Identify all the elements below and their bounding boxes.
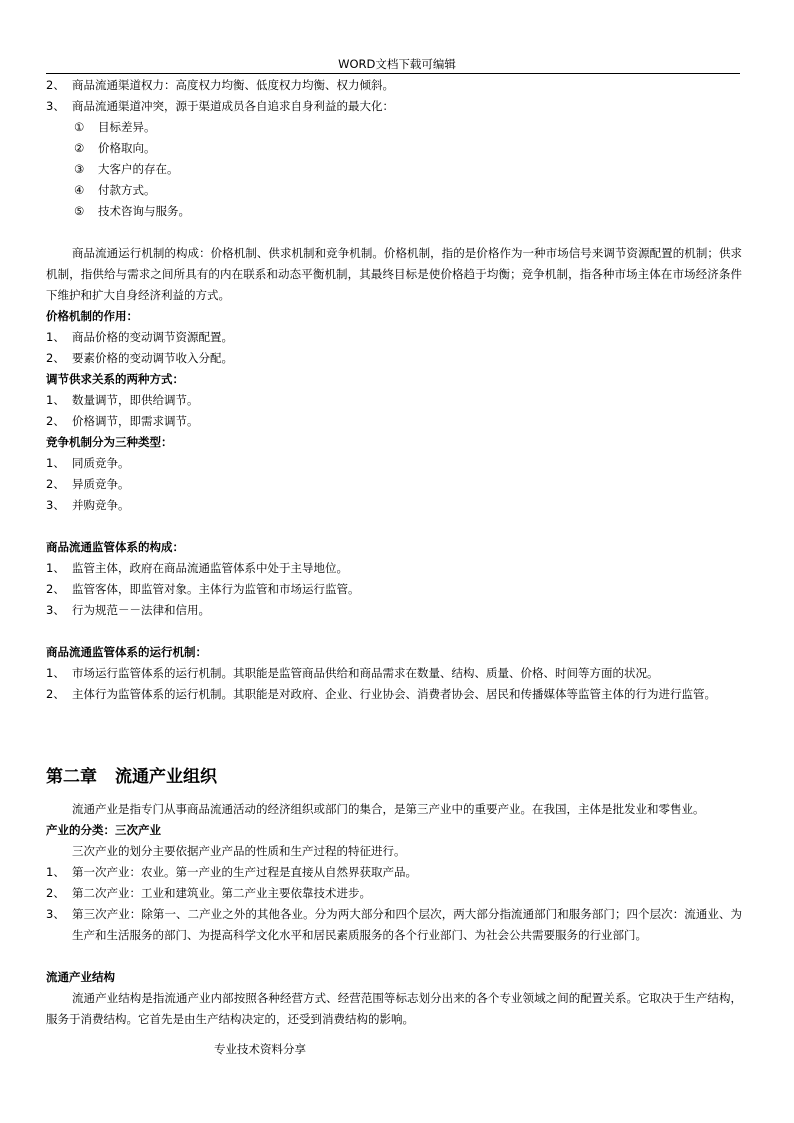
- list-text: 监管主体，政府在商品流通监管体系中处于主导地位。: [72, 561, 348, 575]
- list-text: 数量调节，即供给调节。: [72, 393, 199, 407]
- list-number: 2、: [46, 351, 65, 365]
- circled-number: ④: [74, 183, 85, 197]
- document-body: [46, 75, 742, 1030]
- list-item: [46, 883, 742, 904]
- section-heading: 调节供求关系的两种方式：: [46, 372, 184, 386]
- chapter-intro: 流通产业是指专门从事商品流通活动的经济组织或部门的集合，是第三产业中的重要产业。在我国，主体是批发业和零售业。: [72, 802, 705, 816]
- list-item: [46, 96, 742, 117]
- list-text: 要素价格的变动调节收入分配。: [72, 351, 233, 365]
- sub-list-item: [46, 201, 742, 222]
- sub-list-text: 价格取向。: [98, 141, 156, 155]
- list-item: [46, 390, 742, 411]
- spacer: [46, 621, 742, 642]
- list-number: 3、: [46, 603, 65, 617]
- sub-list-item: [46, 180, 742, 201]
- list-item: [46, 600, 742, 621]
- list-number: 2、: [46, 886, 65, 900]
- list-number: 2、: [46, 687, 65, 701]
- sub-list-item: [46, 159, 742, 180]
- sub-list-item: [46, 117, 742, 138]
- page-footer: 专业技术资料分享: [214, 1042, 306, 1056]
- list-item: [46, 474, 742, 495]
- list-item: [46, 327, 742, 348]
- list-item: [46, 579, 742, 600]
- spacer: [46, 516, 742, 537]
- list-text: 主体行为监管体系的运行机制。其职能是对政府、企业、行业协会、消费者协会、居民和传播媒体等监管主体的行为进行监管。: [72, 687, 716, 701]
- structure-paragraph: 流通产业结构是指流通产业内部按照各种经营方式、经营范围等标志划分出来的各个专业领域之间的配置关系。它取决于生产结构，服务于消费结构。它首先是由生产结构决定的，还受到消费结构的影响。: [46, 991, 742, 1026]
- list-number: 2、: [46, 477, 65, 491]
- section-heading: 竞争机制分为三种类型：: [46, 435, 173, 449]
- list-number: 1、: [46, 666, 65, 680]
- circled-number: ①: [74, 120, 85, 134]
- list-text: 商品流通渠道冲突，源于渠道成员各自追求自身利益的最大化：: [72, 99, 394, 113]
- circled-number: ②: [74, 141, 85, 155]
- list-item: [46, 495, 742, 516]
- chapter-title: 流通产业组织: [115, 767, 217, 787]
- mechanism-paragraph: 商品流通运行机制的构成：价格机制、供求机制和竞争机制。价格机制，指的是价格作为一种市场信号来调节资源配置的机制；供求机制，指供给与需求之间所具有的内在联系和动态平衡机制，其最终目标是使价格趋于均衡；竞争机制，指各种市场主体在市场经济条件下维护和扩大自身经济利益的方式。: [46, 246, 742, 302]
- list-number: 1、: [46, 456, 65, 470]
- sub-list-text: 大客户的存在。: [98, 162, 179, 176]
- list-text: 商品价格的变动调节资源配置。: [72, 330, 233, 344]
- list-number: 1、: [46, 865, 65, 879]
- section-heading: 商品流通监管体系的运行机制：: [46, 645, 207, 659]
- spacer: [46, 726, 742, 747]
- list-text: 第一次产业：农业。第一产业的生产过程是直接从自然界获取产品。: [72, 865, 417, 879]
- list-item: [46, 862, 742, 883]
- section-heading: 价格机制的作用：: [46, 309, 138, 323]
- list-number: 2、: [46, 582, 65, 596]
- circled-number: ⑤: [74, 204, 85, 218]
- list-item: [46, 684, 742, 705]
- section-heading: 流通产业结构: [46, 970, 115, 984]
- spacer: [46, 705, 742, 726]
- page-header: WORD文档下载可编辑: [338, 57, 456, 71]
- circled-number: ③: [74, 162, 85, 176]
- list-item: [46, 558, 742, 579]
- list-number: 1、: [46, 330, 65, 344]
- list-text: 第三次产业：除第一、二产业之外的其他各业。分为两大部分和四个层次，两大部分指流通部门和服务部门；四个层次：流通业、为生产和生活服务的部门、为提高科学文化水平和居民素质服务的各个行业部门、为社会公共需要服务的行业部门。: [72, 907, 742, 942]
- list-number: 1、: [46, 393, 65, 407]
- spacer: [46, 946, 742, 967]
- chapter-heading: [46, 755, 742, 799]
- list-text: 价格调节，即需求调节。: [72, 414, 199, 428]
- list-item: [46, 75, 742, 96]
- list-item: [46, 904, 742, 946]
- chapter-label: 第二章: [46, 767, 97, 787]
- list-item: [46, 411, 742, 432]
- list-number: 3、: [46, 907, 65, 921]
- sub-list-item: [46, 138, 742, 159]
- list-text: 并购竞争。: [72, 498, 130, 512]
- list-text: 同质竞争。: [72, 456, 130, 470]
- list-number: 3、: [46, 99, 65, 113]
- section-heading: 产业的分类：三次产业: [46, 823, 161, 837]
- list-item: [46, 453, 742, 474]
- list-number: 3、: [46, 498, 65, 512]
- list-number: 2、: [46, 414, 65, 428]
- list-item: [46, 348, 742, 369]
- spacer: [46, 222, 742, 243]
- list-text: 市场运行监管体系的运行机制。其职能是监管商品供给和商品需求在数量、结构、质量、价格、时间等方面的状况。: [72, 666, 659, 680]
- sub-list-text: 技术咨询与服务。: [98, 204, 190, 218]
- list-text: 异质竞争。: [72, 477, 130, 491]
- list-text: 行为规范－－法律和信用。: [72, 603, 210, 617]
- header-divider: [46, 73, 740, 74]
- sub-list-text: 付款方式。: [98, 183, 156, 197]
- list-item: [46, 663, 742, 684]
- section-heading: 商品流通监管体系的构成：: [46, 540, 184, 554]
- list-number: 2、: [46, 78, 65, 92]
- list-text: 监管客体，即监管对象。主体行为监管和市场运行监管。: [72, 582, 360, 596]
- list-text: 第二次产业：工业和建筑业。第二产业主要依靠技术进步。: [72, 886, 371, 900]
- sub-list-text: 目标差异。: [98, 120, 156, 134]
- list-text: 商品流通渠道权力：高度权力均衡、低度权力均衡、权力倾斜。: [72, 78, 394, 92]
- classification-intro: 三次产业的划分主要依据产业产品的性质和生产过程的特征进行。: [72, 844, 406, 858]
- list-number: 1、: [46, 561, 65, 575]
